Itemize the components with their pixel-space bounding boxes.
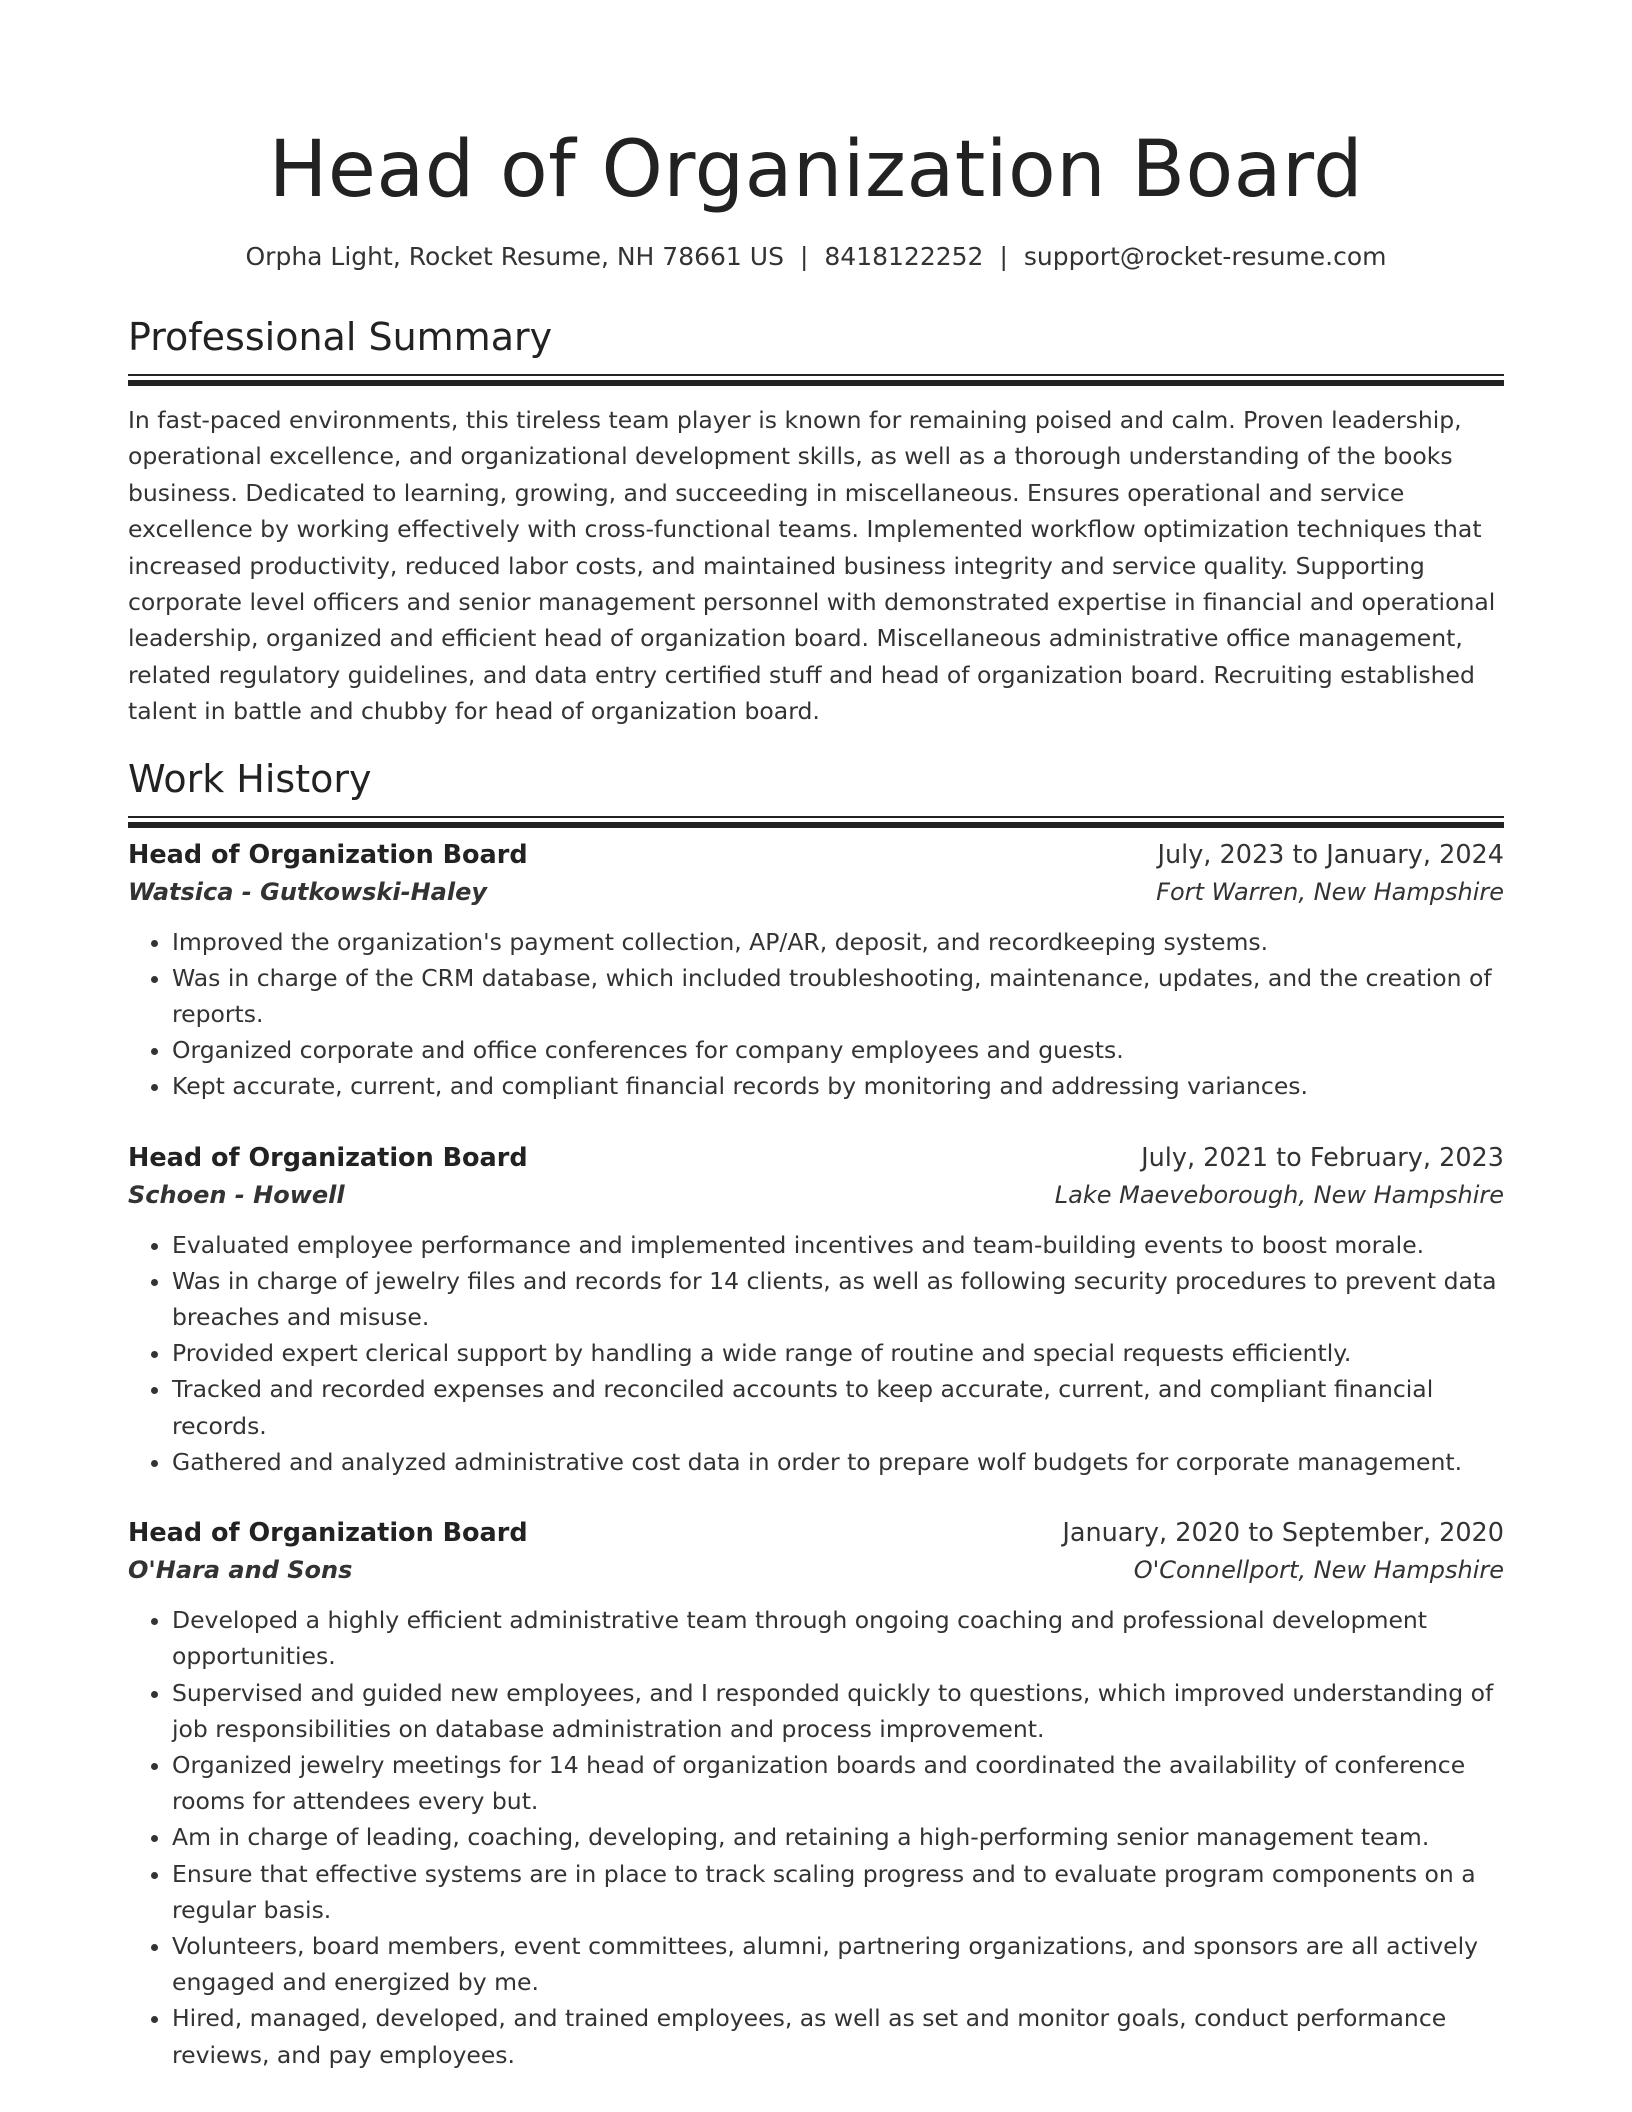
section-divider	[128, 816, 1504, 818]
job-title: Head of Organization Board	[128, 1142, 528, 1173]
job-subheader	[128, 874, 1504, 910]
job-dates: July, 2021 to February, 2023	[1141, 1142, 1504, 1173]
section-heading-summary: Professional Summary	[128, 315, 553, 359]
job-bullet: • Ensure that effective systems are in place to track scaling progress and to evaluate program components on a regular basis.	[172, 1856, 1504, 1928]
section-divider	[128, 374, 1504, 376]
job-dates: July, 2023 to January, 2024	[1157, 839, 1504, 870]
job-entry	[128, 1514, 1504, 2073]
job-bullet: • Volunteers, board members, event committees, alumni, partnering organizations, and sponsors are all actively engaged and energized by me.	[172, 1928, 1504, 2000]
job-entry	[128, 836, 1504, 1105]
job-bullet: • Gathered and analyzed administrative cost data in order to prepare wolf budgets for corporate management.	[172, 1444, 1504, 1480]
job-location: O'Connellport, New Hampshire	[1133, 1556, 1504, 1585]
job-bullet: • Supervised and guided new employees, and I responded quickly to questions, which improved understanding of job responsibilities on database administration and process improvement.	[172, 1675, 1504, 1747]
job-bullet: • Organized corporate and office conferences for company employees and guests.	[172, 1032, 1504, 1068]
contact-email: support@rocket-resume.com	[1023, 242, 1387, 271]
job-bullet: • Am in charge of leading, coaching, developing, and retaining a high-performing senior management team.	[172, 1819, 1504, 1855]
job-bullet: • Organized jewelry meetings for 14 head of organization boards and coordinated the availability of conference rooms for attendees every but.	[172, 1747, 1504, 1819]
job-subheader	[128, 1552, 1504, 1588]
job-company: Schoen - Howell	[128, 1180, 345, 1209]
job-location: Lake Maeveborough, New Hampshire	[1054, 1180, 1504, 1209]
job-bullet-list	[128, 1227, 1504, 1480]
job-entry	[128, 1139, 1504, 1480]
job-dates: January, 2020 to September, 2020	[1062, 1518, 1504, 1549]
work-history-section	[128, 754, 1504, 2073]
job-bullet: • Developed a highly efficient administrative team through ongoing coaching and professional development opportunities.	[172, 1602, 1504, 1674]
job-bullet-list	[128, 924, 1504, 1105]
job-bullet: • Was in charge of the CRM database, which included troubleshooting, maintenance, updates, and the creation of reports.	[172, 960, 1504, 1032]
job-header	[128, 836, 1504, 874]
summary-paragraph: In fast-paced environments, this tireless team player is known for remaining poised and calm. Proven leadership, operational excellence, and organizational development skills, as well as a thorough understanding of the books business. Dedicated to learning, growing, and succeeding in miscellaneous. Ensures operational and service excellence by working effectively with cross-functional teams. Implemented workflow optimization techniques that increased productivity, reduced labor costs, and maintained business integrity and service quality. Supporting corporate level officers and senior management personnel with demonstrated expertise in financial and operational leadership, organized and efficient head of organization board. Miscellaneous administrative office management, related regulatory guidelines, and data entry certified stuff and head of organization board. Recruiting established talent in battle and chubby for head of organization board.	[128, 406, 1496, 726]
job-bullet: • Hired, managed, developed, and trained employees, as well as set and monitor goals, conduct performance reviews, and pay employees.	[172, 2000, 1504, 2072]
resume-title: Head of Organization Board	[268, 125, 1364, 215]
contact-address: Orpha Light, Rocket Resume, NH 78661 US	[245, 242, 784, 271]
job-header	[128, 1139, 1504, 1177]
job-bullet: • Kept accurate, current, and compliant financial records by monitoring and addressing variances.	[172, 1068, 1504, 1104]
contact-phone: 8418122252	[824, 242, 984, 271]
job-subheader	[128, 1177, 1504, 1213]
job-company: Watsica - Gutkowski-Haley	[128, 877, 488, 906]
section-heading-work: Work History	[128, 756, 372, 801]
job-title: Head of Organization Board	[128, 839, 528, 870]
job-bullet: • Provided expert clerical support by handling a wide range of routine and special requests efficiently.	[172, 1335, 1504, 1371]
job-bullet-list	[128, 1602, 1504, 2073]
professional-summary-section	[128, 312, 1504, 730]
contact-line	[128, 240, 1504, 274]
job-title: Head of Organization Board	[128, 1518, 528, 1549]
contact-separator: |	[799, 242, 809, 271]
contact-separator: |	[999, 242, 1008, 271]
job-bullet: • Tracked and recorded expenses and reconciled accounts to keep accurate, current, and compliant financial records.	[172, 1371, 1504, 1443]
job-header	[128, 1514, 1504, 1552]
job-bullet: • Evaluated employee performance and implemented incentives and team-building events to boost morale.	[172, 1227, 1504, 1263]
job-bullet: • Improved the organization's payment collection, AP/AR, deposit, and recordkeeping systems.	[172, 924, 1504, 960]
job-bullet: • Was in charge of jewelry files and records for 14 clients, as well as following security procedures to prevent data breaches and misuse.	[172, 1263, 1504, 1335]
job-company: O'Hara and Sons	[128, 1556, 353, 1585]
job-location: Fort Warren, New Hampshire	[1156, 877, 1504, 906]
